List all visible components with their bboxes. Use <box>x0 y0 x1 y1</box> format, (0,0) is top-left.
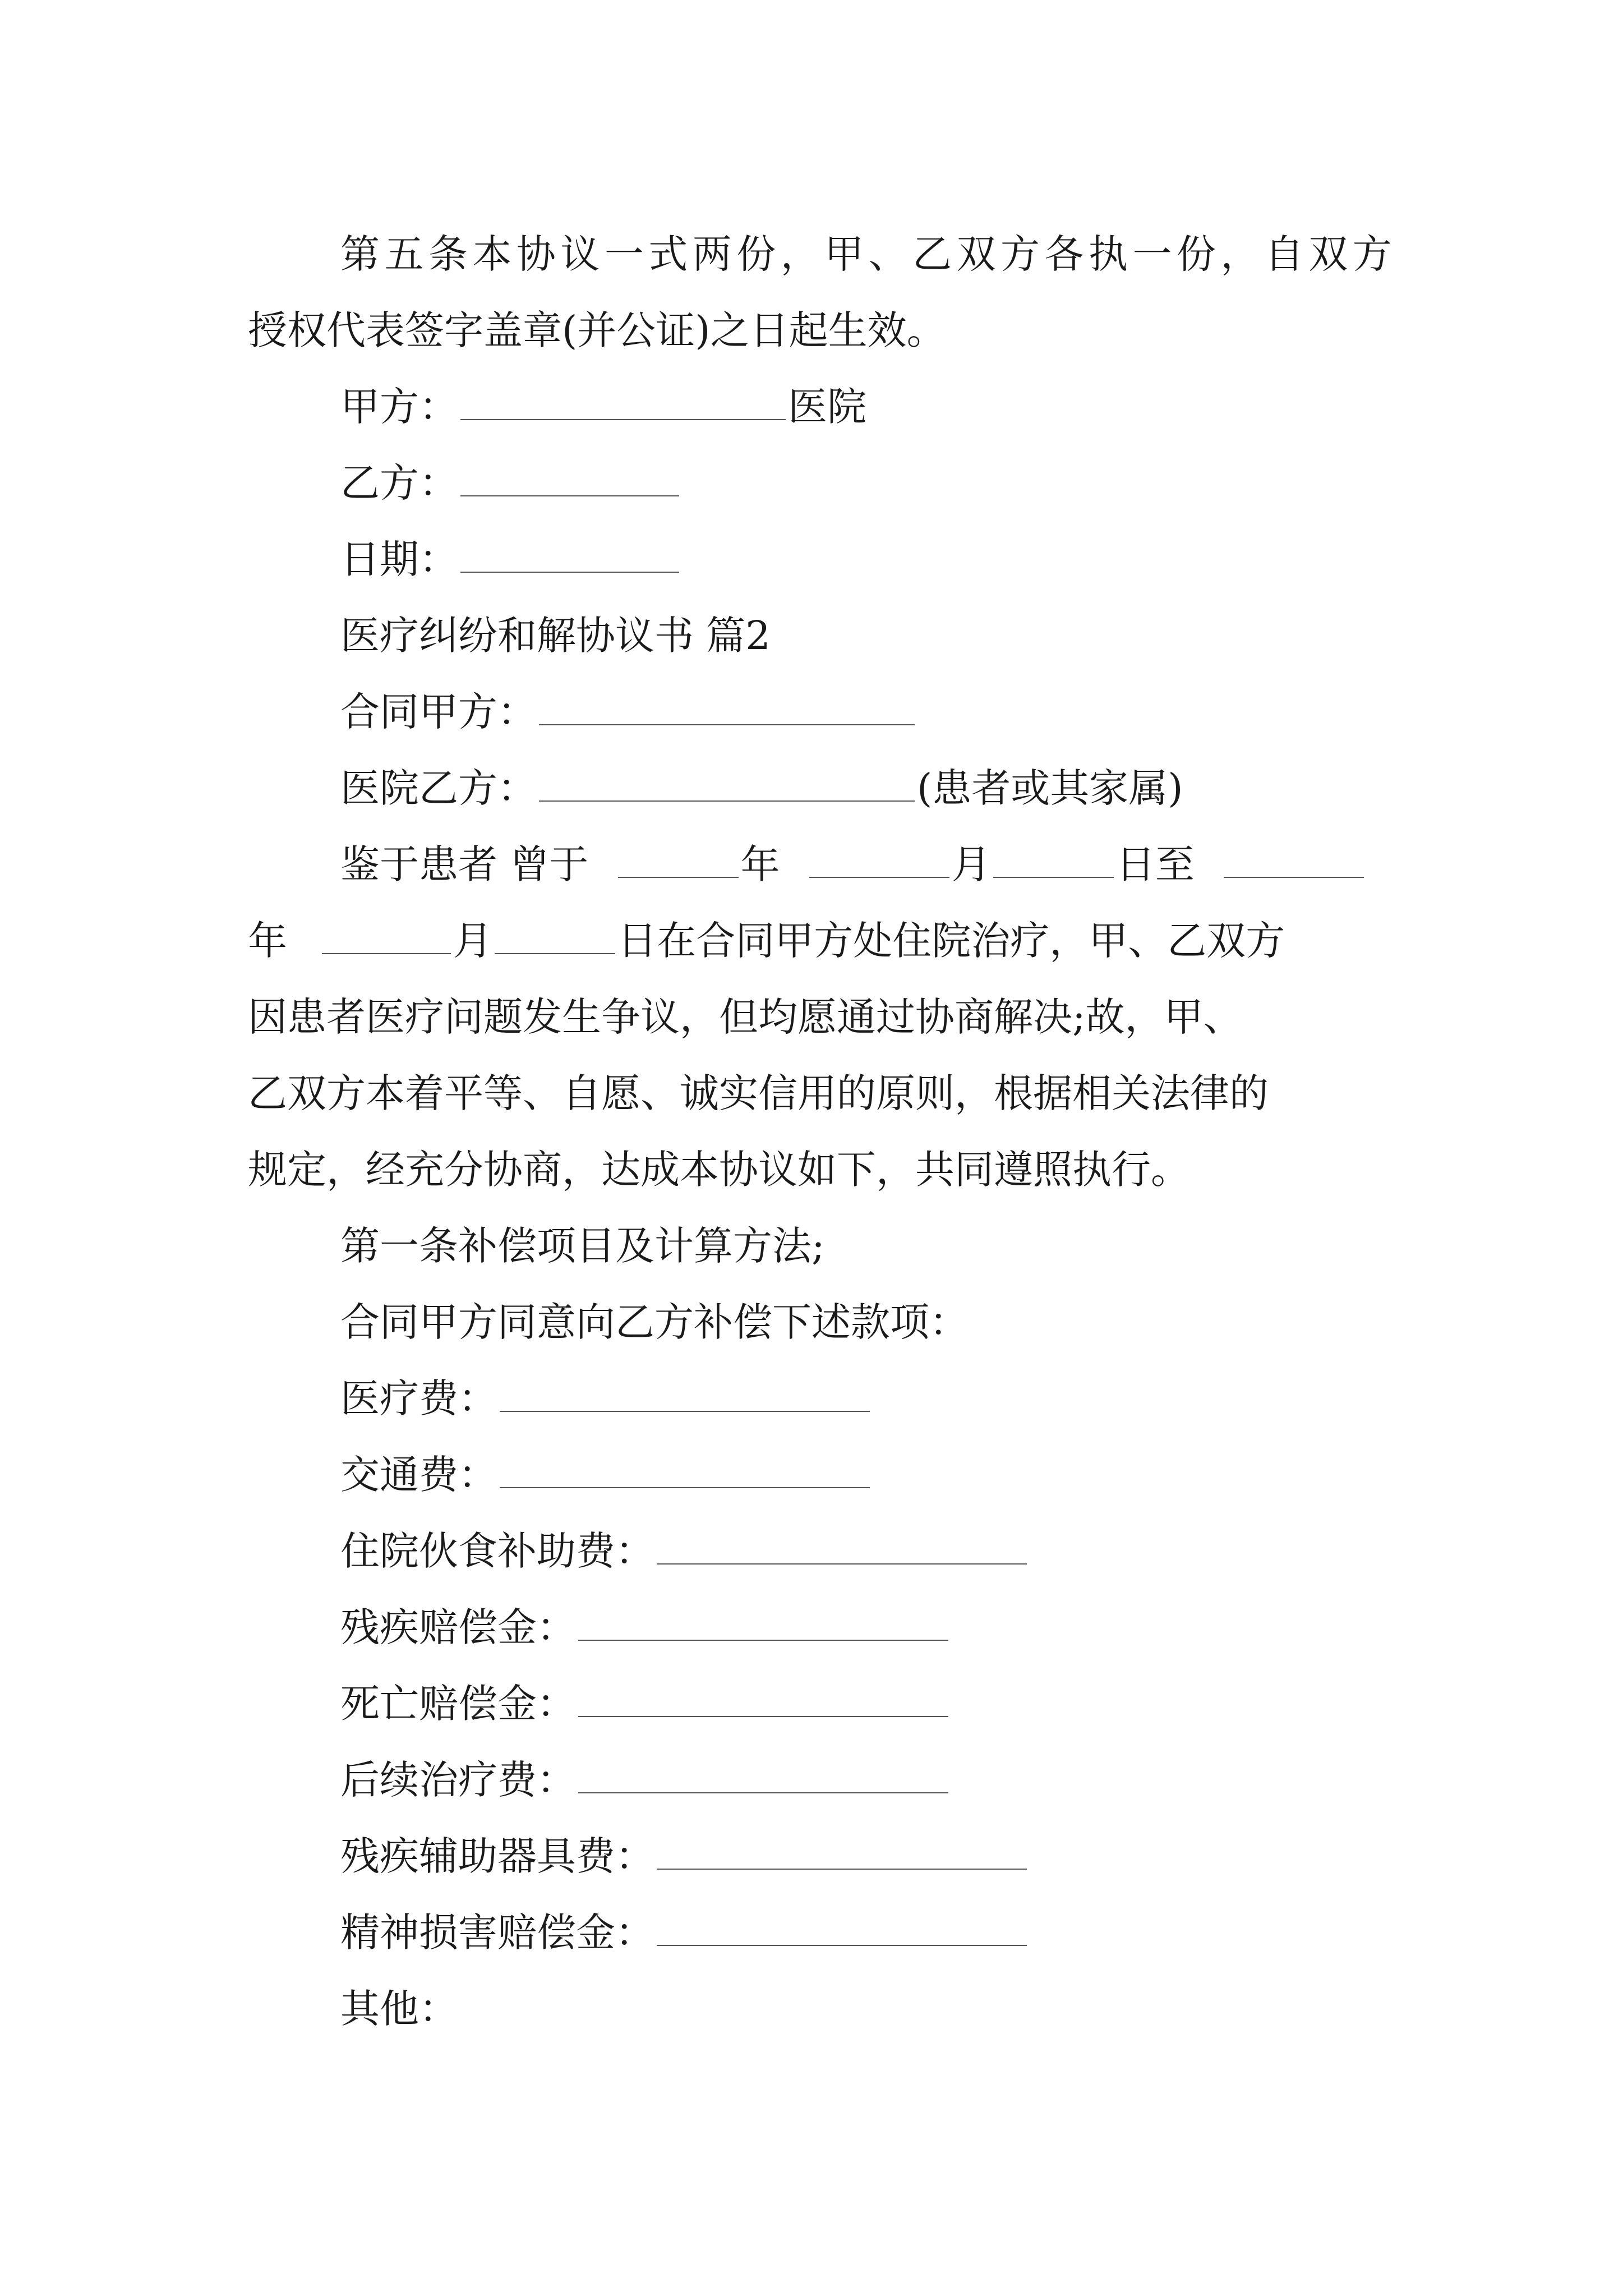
item-label: 残疾赔偿金： <box>340 1604 576 1650</box>
death-compensation-blank[interactable] <box>578 1682 948 1717</box>
item-other <box>248 1971 1392 2047</box>
party-b-line <box>248 445 1392 521</box>
article-5-char: 乙 <box>912 231 952 277</box>
date-blank[interactable] <box>460 538 679 573</box>
party-b-blank[interactable] <box>460 462 679 496</box>
hospital-b-note: (患者或其家属) <box>917 765 1183 811</box>
item-label: 死亡赔偿金： <box>340 1681 576 1727</box>
item-transport-fee <box>248 1437 1392 1513</box>
article-5-char: 一 <box>604 231 644 277</box>
recital-line-3: 因患者医疗问题发生争议，但均愿通过协商解决;故，甲、 <box>248 994 1243 1040</box>
follow-up-treatment-blank[interactable] <box>578 1759 948 1793</box>
item-label: 精神损害赔偿金： <box>340 1910 654 1955</box>
recital-line-5: 规定，经充分协商，达成本协议如下，共同遵照执行。 <box>248 1147 1190 1193</box>
item-label: 医疗费： <box>340 1375 497 1421</box>
article-5-text <box>340 216 1392 292</box>
recital-1a: 鉴于患者 曾于 <box>340 841 589 887</box>
recital-1b: 年 <box>740 841 780 887</box>
article-5-char: 双 <box>1308 231 1348 277</box>
end-day-blank[interactable] <box>495 919 615 954</box>
article-5-char: 份 <box>736 231 776 277</box>
item-mental-damage <box>248 1894 1392 1971</box>
item-assistive-device <box>248 1818 1392 1894</box>
hospital-b-blank[interactable] <box>539 767 915 802</box>
article-5-char: 两 <box>692 231 732 277</box>
contract-a-label: 合同甲方： <box>340 689 537 735</box>
article-5-char: ， <box>1220 231 1260 277</box>
recital-2c: 日在合同甲方处住院治疗，甲、乙双方 <box>617 918 1285 964</box>
item-medical-fee <box>248 1360 1392 1437</box>
recital-line-2 <box>248 903 1392 979</box>
recital-1c: 月 <box>951 841 991 887</box>
recital-2a: 年 <box>248 918 287 964</box>
article-5-line-2: 授权代表签字盖章(并公证)之日起生效。 <box>248 307 946 353</box>
recital-2b: 月 <box>453 918 493 964</box>
hospital-b-label: 医院乙方： <box>340 765 537 811</box>
party-a-label: 甲方： <box>340 384 458 430</box>
recital-line-4: 乙双方本着平等、自愿、诚实信用的原则，根据相关法律的 <box>248 1070 1269 1116</box>
item-label: 后续治疗费： <box>340 1757 576 1803</box>
article-5-char: 协 <box>516 231 556 277</box>
item-label: 交通费： <box>340 1452 497 1498</box>
date-line <box>248 521 1392 597</box>
item-follow-up-treatment <box>248 1742 1392 1818</box>
item-death-compensation <box>248 1665 1392 1742</box>
article-5-char: 份 <box>1176 231 1216 277</box>
end-year-blank[interactable] <box>1224 843 1364 878</box>
article-5-line-1 <box>248 216 1392 292</box>
assistive-device-blank[interactable] <box>657 1835 1027 1870</box>
article-1-title: 第一条补偿项目及计算方法; <box>340 1223 825 1269</box>
disability-compensation-blank[interactable] <box>578 1606 948 1641</box>
article-5-char: 甲 <box>824 231 864 277</box>
party-a-line <box>248 369 1392 445</box>
party-a-suffix: 医院 <box>788 384 866 430</box>
end-month-blank[interactable] <box>322 919 451 954</box>
hospital-b-line <box>248 750 1392 826</box>
date-label: 日期： <box>340 536 458 582</box>
article-5-char: 、 <box>868 231 908 277</box>
recital-line-1 <box>248 826 1392 903</box>
article-5-char: 方 <box>1000 231 1040 277</box>
article-5-char: 一 <box>1132 231 1172 277</box>
article-5-char: 双 <box>956 231 996 277</box>
article-5-char: 自 <box>1264 231 1304 277</box>
article-5-char: 条 <box>428 231 468 277</box>
party-a-blank[interactable] <box>460 385 786 420</box>
start-day-blank[interactable] <box>993 843 1114 878</box>
start-year-blank[interactable] <box>618 843 739 878</box>
article-5-char: 五 <box>384 231 424 277</box>
item-label: 残疾辅助器具费： <box>340 1833 654 1879</box>
article-1-intro: 合同甲方同意向乙方补偿下述款项： <box>340 1299 969 1345</box>
meal-subsidy-blank[interactable] <box>657 1530 1027 1565</box>
section-title: 医疗纠纷和解协议书 篇2 <box>340 613 771 659</box>
document-body <box>248 216 1392 2047</box>
party-b-label: 乙方： <box>340 460 458 506</box>
contract-a-blank[interactable] <box>539 691 915 725</box>
contract-a-line <box>248 674 1392 750</box>
article-5-char: 方 <box>1352 231 1392 277</box>
medical-fee-blank[interactable] <box>500 1377 870 1412</box>
recital-1d: 日至 <box>1115 841 1195 887</box>
article-5-char: 执 <box>1088 231 1128 277</box>
item-disability-compensation <box>248 1589 1392 1665</box>
start-month-blank[interactable] <box>809 843 949 878</box>
mental-damage-blank[interactable] <box>657 1911 1027 1946</box>
article-5-char: 本 <box>472 231 512 277</box>
article-5-char: 第 <box>340 231 380 277</box>
article-5-char: 议 <box>560 231 600 277</box>
article-5-char: ， <box>780 231 820 277</box>
item-meal-subsidy <box>248 1513 1392 1589</box>
item-label: 其他： <box>340 1986 458 2032</box>
transport-fee-blank[interactable] <box>500 1453 870 1488</box>
item-label: 住院伙食补助费： <box>340 1528 654 1574</box>
article-5-char: 式 <box>648 231 688 277</box>
article-5-char: 各 <box>1044 231 1084 277</box>
